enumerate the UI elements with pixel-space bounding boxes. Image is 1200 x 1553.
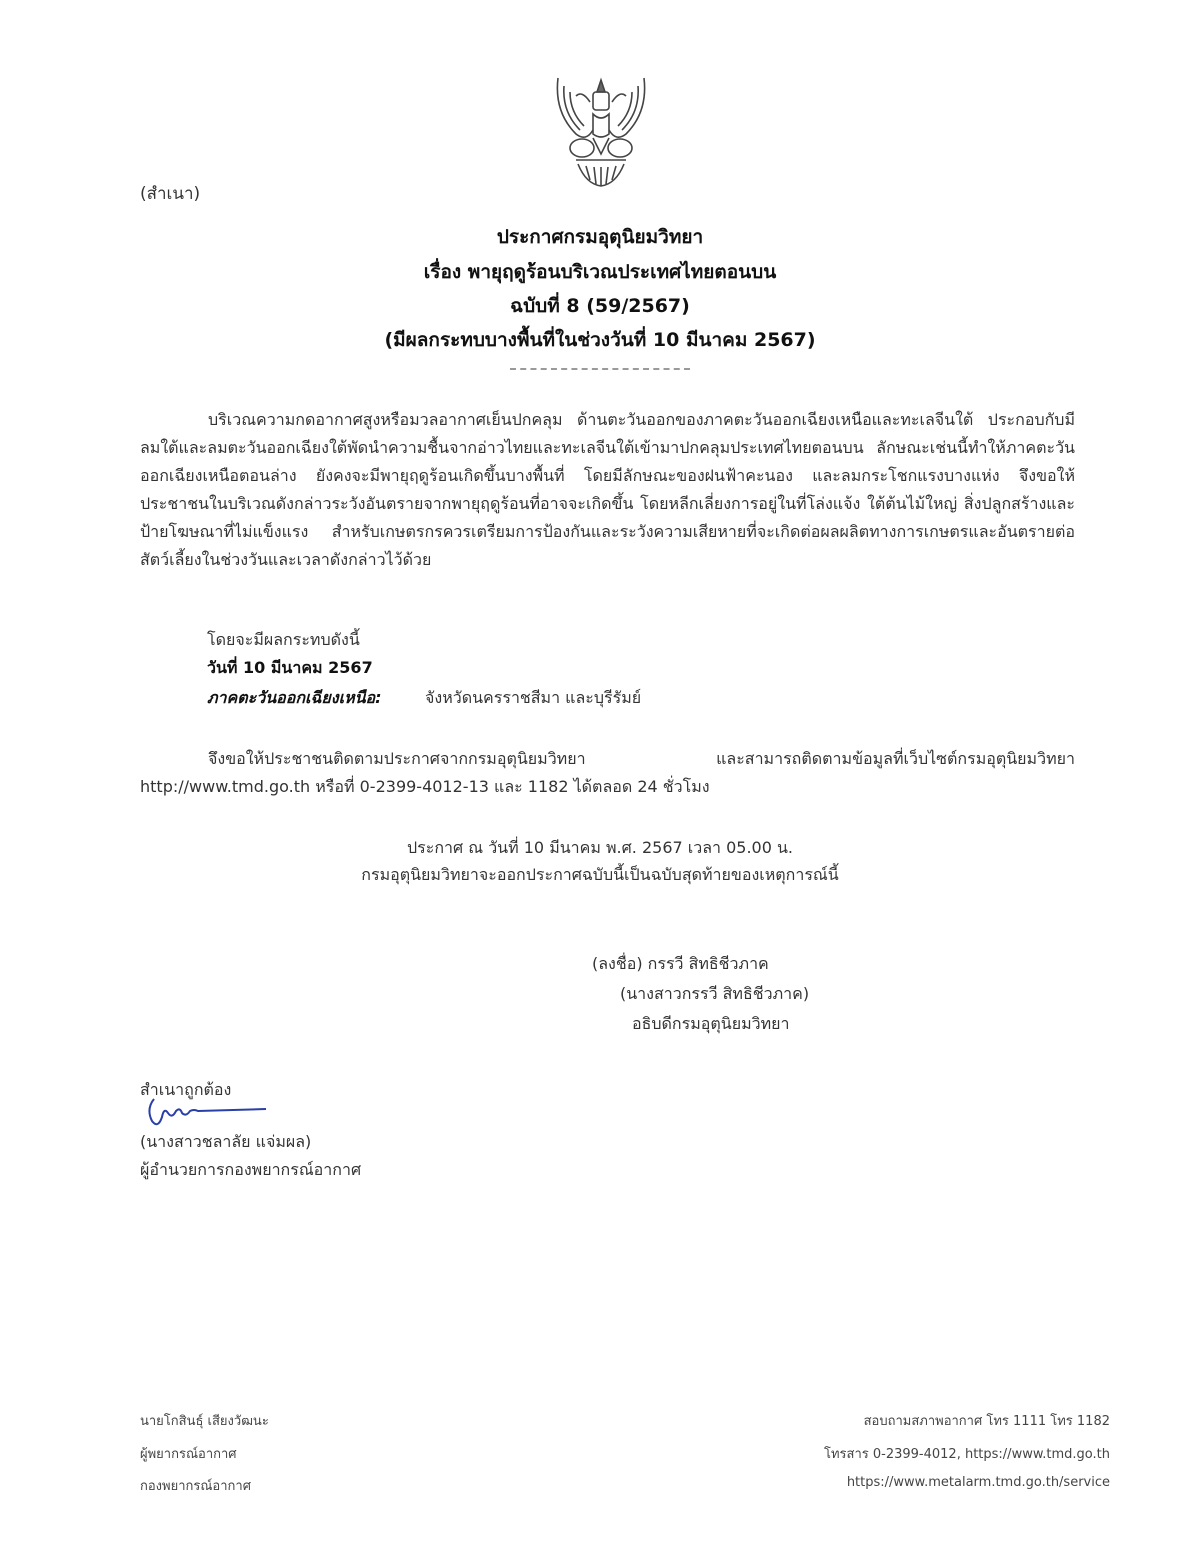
garuda-emblem-icon [546, 72, 656, 192]
impact-intro: โดยจะมีผลกระทบดังนี้ [207, 630, 360, 649]
impact-period: (มีผลกระทบบางพื้นที่ในช่วงวันที่ 10 มีนาคม 2567) [384, 329, 816, 351]
forecaster-position: ผู้พยากรณ์อากาศ [140, 1447, 237, 1462]
subject-title: เรื่อง พายุฤดูร้อนบริเวณประเทศไทยตอนบน [423, 261, 777, 283]
signatory-name: (นางสาวกรรวี สิทธิชีวภาค) [620, 984, 810, 1003]
forecaster-division: กองพยากรณ์อากาศ [140, 1479, 251, 1494]
announcement-date: ประกาศ ณ วันที่ 10 มีนาคม พ.ศ. 2567 เวลา 05.00 น. [407, 838, 793, 857]
body-paragraph-2: จึงขอให้ประชาชนติดตามประกาศจากกรมอุตุนิยมวิทยา และสามารถติดตามข้อมูลที่เว็บไซต์กรมอุตุนิยมวิทยา http://www.tmd.go.th หรือที่ 0-2399-4012-13 และ 1182 ได้ตลอด 24 ชั่วโมง [140, 749, 1075, 796]
dashed-separator [510, 368, 690, 370]
issue-number: ฉบับที่ 8 (59/2567) [510, 295, 690, 317]
contact-phone: สอบถามสภาพอากาศ โทร 1111 โทร 1182 [863, 1414, 1110, 1429]
impact-date: วันที่ 10 มีนาคม 2567 [207, 658, 373, 677]
announcement-final-note: กรมอุตุนิยมวิทยาจะออกประกาศฉบับนี้เป็นฉบับสุดท้ายของเหตุการณ์นี้ [361, 865, 839, 884]
certification-name: (นางสาวชลาลัย แจ่มผล) [140, 1132, 312, 1151]
body-paragraph-1: บริเวณความกดอากาศสูงหรือมวลอากาศเย็นปกคลุม ด้านตะวันออกของภาคตะวันออกเฉียงเหนือและทะเลจีนใต้ ประกอบกับมีลมใต้และลมตะวันออกเฉียงใต้พัดนำความชื้นจากอ่าวไทยและทะเลจีนใต้เข้ามาปกคลุมประเทศไทยตอนบน ลักษณะเช่นนี้ทำให้ภาคตะวันออกเฉียงเหนือตอนล่าง ยังคงจะมีพายุฤดูร้อนเกิดขึ้นบางพื้นที่ โดยมีลักษณะของฝนฟ้าคะนอง และลมกระโชกแรงบางแห่ง จึงขอให้ประชาชนในบริเวณดังกล่าวระวังอันตรายจากพายุฤดูร้อนที่อาจจะเกิดขึ้น โดยหลีกเลี่ยงการอยู่ในที่โล่งแจ้ง ใต้ต้นไม้ใหญ่ สิ่งปลูกสร้างและป้ายโฆษณาที่ไม่แข็งแรง สำหรับเกษตรกรควรเตรียมการป้องกันและระวังความเสียหายที่จะเกิดต่อผลผลิตทางการเกษตรและอันตรายต่อสัตว์เลี้ยงในช่วงวันและเวลาดังกล่าวไว้ด้วย [140, 410, 1075, 569]
copy-label: (สำเนา) [140, 184, 201, 204]
impact-region-label: ภาคตะวันออกเฉียงเหนือ: [207, 688, 382, 707]
impact-region-value: จังหวัดนครราชสีมา และบุรีรัมย์ [425, 688, 642, 707]
handwritten-signature-icon [142, 1095, 272, 1131]
certification-label: สำเนาถูกต้อง [140, 1080, 232, 1099]
signatory-signed: (ลงชื่อ) กรรวี สิทธิชีวภาค [592, 954, 769, 973]
contact-fax-website[interactable]: โทรสาร 0-2399-4012, https://www.tmd.go.th [824, 1447, 1110, 1462]
contact-metalarm-link[interactable]: https://www.metalarm.tmd.go.th/service [846, 1475, 1110, 1490]
certification-title: ผู้อำนวยการกองพยากรณ์อากาศ [140, 1160, 362, 1179]
issuer-title: ประกาศกรมอุตุนิยมวิทยา [496, 226, 704, 248]
signatory-title: อธิบดีกรมอุตุนิยมวิทยา [632, 1014, 790, 1033]
forecaster-name: นายโกสินธุ์ เสียงวัฒนะ [140, 1414, 269, 1429]
